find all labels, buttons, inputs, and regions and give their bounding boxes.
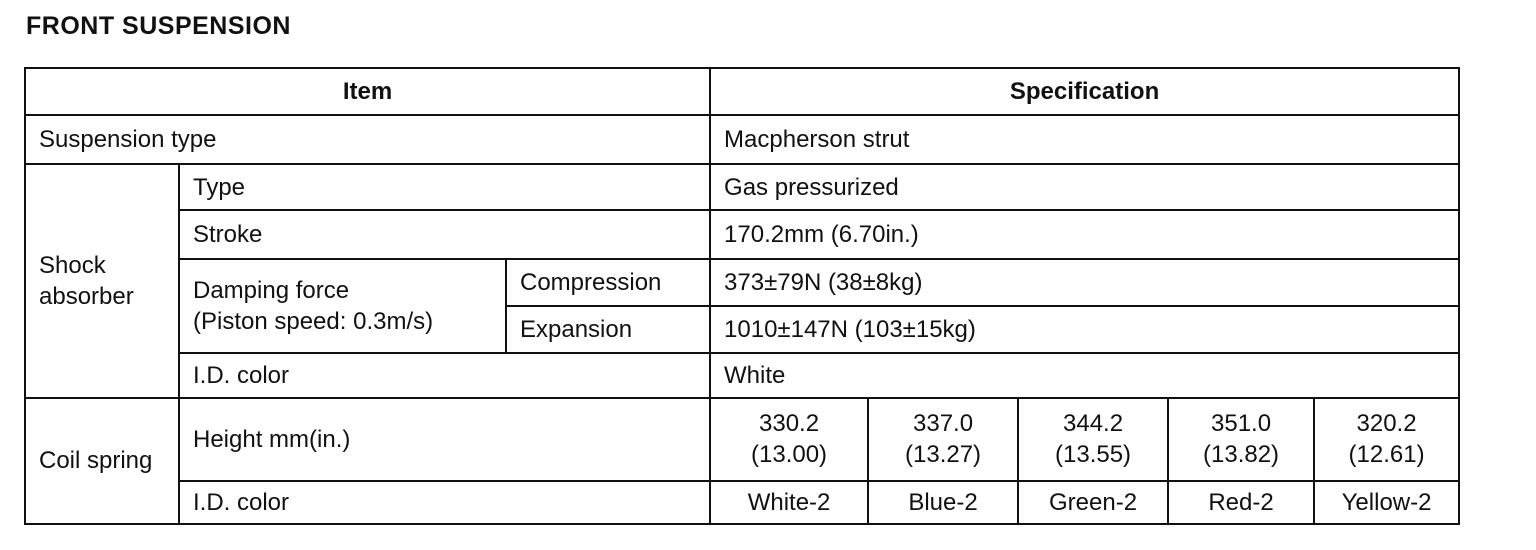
coil-id-color-value: White-2	[710, 481, 868, 524]
shock-stroke-value: 170.2mm (6.70in.)	[710, 210, 1459, 259]
damping-compression-row	[25, 259, 1459, 306]
height-in: (13.27)	[905, 441, 982, 469]
shock-id-color-value: White	[710, 353, 1459, 398]
shock-stroke-row	[25, 210, 1459, 259]
shock-type-row	[25, 164, 1459, 211]
shock-absorber-label-line1: Shock	[39, 251, 106, 279]
coil-height-label: Height mm(in.)	[179, 398, 710, 481]
shock-type-value: Gas pressurized	[710, 164, 1459, 211]
expansion-value: 1010±147N (103±15kg)	[710, 306, 1459, 353]
height-in: (13.00)	[751, 441, 828, 469]
height-in: (13.82)	[1203, 441, 1280, 469]
damping-force-label-line1: Damping force	[193, 277, 350, 305]
shock-absorber-group	[25, 164, 179, 398]
suspension-type-row	[25, 115, 1459, 164]
coil-id-color-row	[25, 481, 1459, 524]
compression-value: 373±79N (38±8kg)	[710, 259, 1459, 306]
shock-stroke-label: Stroke	[179, 210, 710, 259]
coil-id-color-value: Red-2	[1168, 481, 1314, 524]
coil-id-color-value: Yellow-2	[1314, 481, 1459, 524]
coil-height-row	[25, 398, 1459, 481]
item-header: Item	[25, 68, 710, 115]
header-row	[25, 68, 1459, 115]
coil-height-value	[710, 398, 868, 481]
height-mm: 351.0	[1211, 410, 1272, 438]
coil-height-value	[868, 398, 1018, 481]
suspension-type-label: Suspension type	[25, 115, 710, 164]
front-suspension-spec-table	[24, 67, 1460, 525]
shock-id-color-label: I.D. color	[179, 353, 710, 398]
coil-id-color-value: Blue-2	[868, 481, 1018, 524]
damping-force-label	[179, 259, 506, 353]
height-mm: 344.2	[1063, 410, 1124, 438]
document-title: FRONT SUSPENSION	[26, 12, 291, 40]
shock-id-color-row	[25, 353, 1459, 398]
height-mm: 320.2	[1356, 410, 1417, 438]
coil-height-value	[1314, 398, 1459, 481]
expansion-label: Expansion	[506, 306, 710, 353]
coil-id-color-value: Green-2	[1018, 481, 1168, 524]
coil-height-value	[1168, 398, 1314, 481]
coil-height-value	[1018, 398, 1168, 481]
specification-header: Specification	[710, 68, 1459, 115]
shock-absorber-label-line2: absorber	[39, 282, 134, 310]
suspension-type-value: Macpherson strut	[710, 115, 1459, 164]
coil-id-color-label: I.D. color	[179, 481, 710, 524]
compression-label: Compression	[506, 259, 710, 306]
damping-force-label-line2: (Piston speed: 0.3m/s)	[193, 308, 434, 336]
shock-type-label: Type	[179, 164, 710, 211]
height-mm: 330.2	[759, 410, 820, 438]
height-mm: 337.0	[913, 410, 974, 438]
height-in: (13.55)	[1055, 441, 1132, 469]
height-in: (12.61)	[1348, 441, 1425, 469]
coil-spring-group: Coil spring	[25, 398, 179, 524]
